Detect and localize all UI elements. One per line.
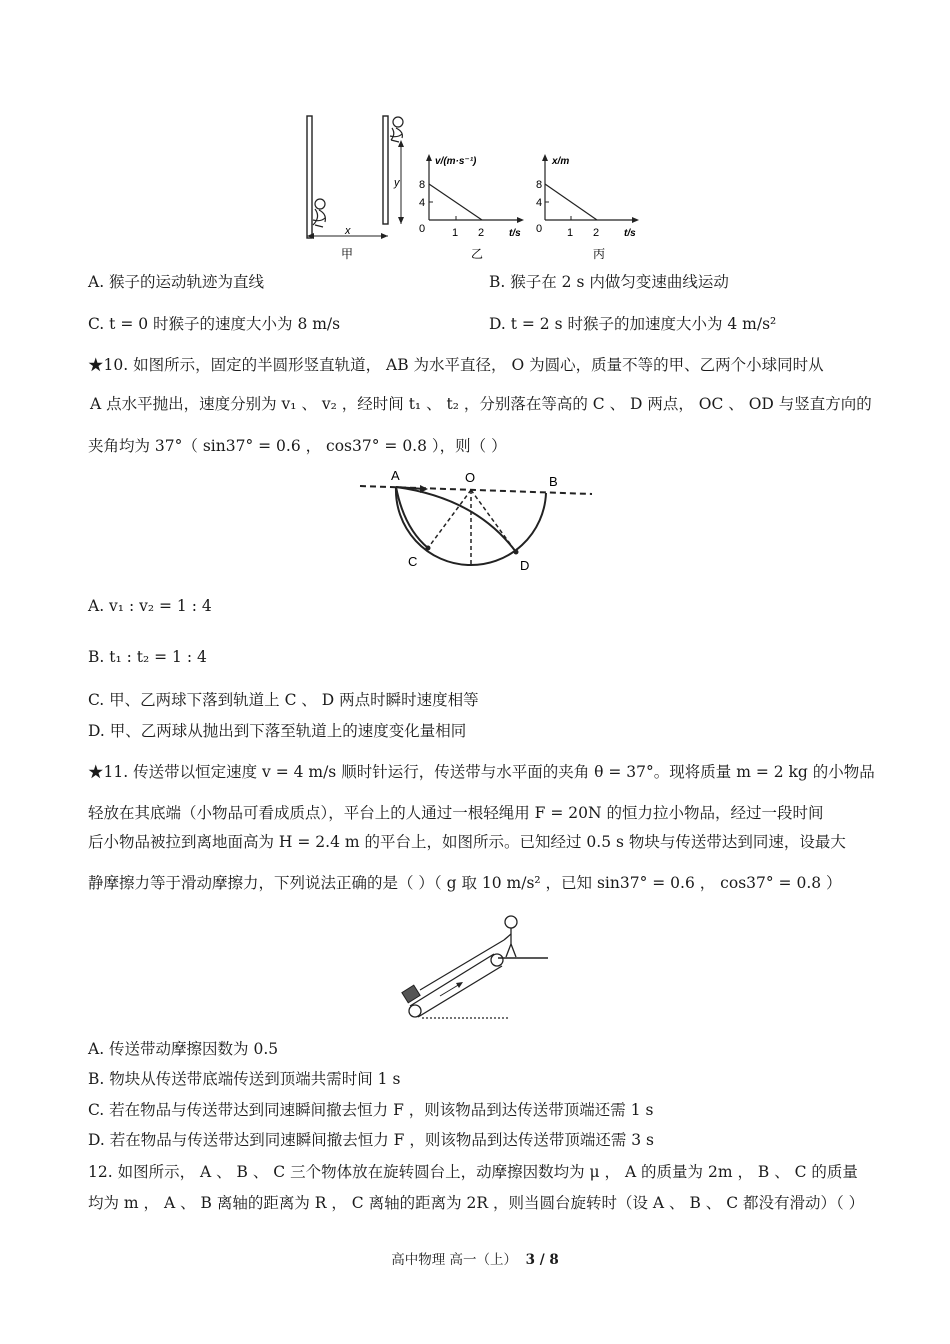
label-b: B	[549, 474, 558, 489]
label-o: O	[465, 470, 476, 485]
tick-1b: 1	[567, 227, 574, 239]
fig-jia	[307, 116, 404, 261]
q10-option-c: C. 甲、乙两球下落到轨道上 C 、 D 两点时瞬时速度相等	[88, 691, 479, 709]
roller-top	[491, 954, 503, 966]
monkey-icon-top	[390, 117, 403, 142]
q10-stem-line3: 夹角均为 37°（ sin37° = 0.6 ， cos37° = 0.8 ），则（ ）	[88, 437, 507, 455]
person-icon	[504, 916, 517, 957]
q11-option-c: C. 若在物品与传送带达到同速瞬间撤去恒力 F ，则该物品到达传送带顶端还需 1 s	[88, 1101, 654, 1119]
block	[402, 985, 420, 1003]
tick-1: 1	[452, 227, 459, 239]
tick-2: 2	[478, 227, 485, 239]
q9-option-d: D. t = 2 s 时猴子的加速度大小为 4 m/s²	[489, 315, 777, 333]
fig-yi	[419, 154, 524, 261]
caption-bing: 丙	[593, 247, 606, 261]
q10-stem-line1: ★10. 如图所示，固定的半圆形竖直轨道， AB 为水平直径， O 为圆心，质量不等的甲、乙两个小球同时从	[88, 356, 824, 374]
q11-figure	[398, 910, 558, 1024]
q11-stem-line4: 静摩擦力等于滑动摩擦力，下列说法正确的是（ ）（ g 取 10 m/s² ，已知 sin37° = 0.6 ， cos37° = 0.8 ）	[88, 874, 842, 892]
fig-y-label: y	[394, 177, 400, 189]
q11-option-b: B. 物块从传送带底端传送到顶端共需时间 1 s	[88, 1070, 401, 1088]
fig-bing	[536, 154, 639, 261]
q11-option-d: D. 若在物品与传送带达到同速瞬间撤去恒力 F ，则该物品到达传送带顶端还需 3 s	[88, 1131, 655, 1149]
belt-bottom	[418, 966, 502, 1017]
q12-stem-line2: 均为 m ， A 、 B 离轴的距离为 R ， C 离轴的距离为 2R ，则当圆台旋转时（设 A 、 B 、 C 都没有滑动）（ ）	[88, 1194, 865, 1212]
tick-2b: 2	[593, 227, 600, 239]
tick-0b: 0	[536, 223, 543, 235]
x-axis-label: x/m	[552, 156, 570, 167]
tick-8b: 8	[536, 179, 543, 191]
label-a: A	[391, 468, 400, 483]
q11-stem-line3: 后小物品被拉到离地面高为 H = 2.4 m 的平台上，如图所示。已知经过 0.5 s 物块与传送带达到同速，设最大	[88, 833, 846, 851]
label-d: D	[520, 558, 530, 573]
x-t-line	[545, 184, 597, 220]
q9-option-c: C. t = 0 时猴子的速度大小为 8 m/s	[88, 315, 341, 333]
q10-figure	[356, 468, 596, 578]
q11-stem-line1: ★11. 传送带以恒定速度 v = 4 m/s 顺时针运行，传送带与水平面的夹角 θ = 37°。现将质量 m = 2 kg 的小物品	[88, 763, 875, 781]
fig-x-label: x	[345, 225, 351, 237]
q10-stem-line2: A 点水平抛出，速度分别为 v₁ 、 v₂ ，经时间 t₁ 、 t₂ ，分别落在等高的 C 、 D 两点， OC 、 OD 与竖直方向的	[90, 395, 872, 413]
q9-figure	[295, 112, 655, 264]
v-t-line	[429, 184, 482, 220]
q11-option-a: A. 传送带动摩擦因数为 0.5	[88, 1040, 279, 1058]
roller-bottom	[409, 1005, 421, 1017]
trajectory-d	[396, 487, 516, 552]
q10-option-b: B. t₁ : t₂ = 1 : 4	[88, 648, 207, 666]
tick-8: 8	[419, 179, 426, 191]
q10-option-d: D. 甲、乙两球从抛出到下落至轨道上的速度变化量相同	[88, 722, 467, 740]
q9-option-b: B. 猴子在 2 s 内做匀变速曲线运动	[489, 273, 729, 291]
radius-od	[471, 490, 516, 552]
radius-oc	[428, 490, 471, 548]
q9-option-a: A. 猴子的运动轨迹为直线	[88, 273, 265, 291]
caption-jia: 甲	[341, 247, 354, 261]
belt-top	[410, 954, 494, 1006]
page-footer	[0, 1248, 950, 1268]
monkey-icon-bottom	[313, 199, 325, 227]
q12-stem-line1: 12. 如图所示， A 、 B 、 C 三个物体放在旋转圆台上，动摩擦因数均为 μ ， A 的质量为 2m ， B 、 C 的质量	[88, 1163, 858, 1181]
page-number: 3 / 8	[525, 1252, 559, 1268]
footer-subject: 高中物理 高一（上）	[391, 1252, 518, 1268]
q11-stem-line2: 轻放在其底端（小物品可看成质点），平台上的人通过一根轻绳用 F = 20N 的恒力拉小物品，经过一段时间	[88, 804, 824, 822]
v-axis-label: v/(m·s⁻¹)	[435, 156, 477, 167]
tick-4: 4	[419, 197, 426, 209]
tick-0: 0	[419, 223, 426, 235]
label-c: C	[408, 554, 418, 569]
tick-4b: 4	[536, 197, 543, 209]
t-axis-label-b: t/s	[624, 228, 636, 239]
caption-yi: 乙	[471, 247, 484, 261]
t-axis-label: t/s	[509, 228, 521, 239]
q10-option-a: A. v₁ : v₂ = 1 : 4	[88, 597, 212, 615]
